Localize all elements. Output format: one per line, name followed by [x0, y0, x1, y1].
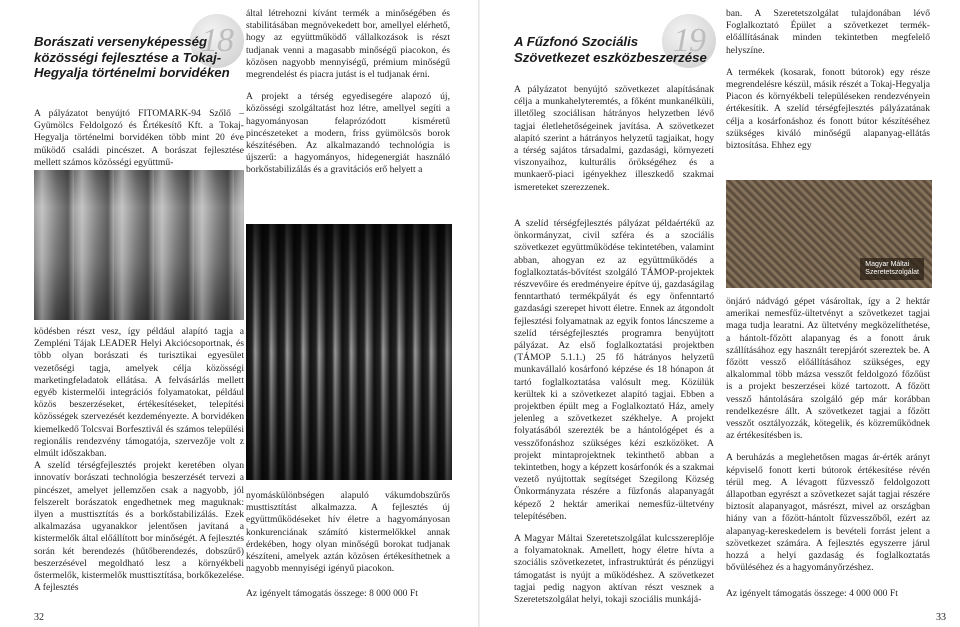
- logo-text: Szeretetszolgálat: [865, 269, 919, 276]
- wine-tanks-photo: [34, 170, 244, 320]
- title-line: Hegyalja történelmi borvidéken: [34, 65, 230, 80]
- paragraph: A szelíd térségfejlesztés pályázat példaértékű az önkormányzat, civil szféra és a szociális szövetkezet együttműködése tekintetében, valamint abban, ahogyan ez az együttműködés a foglalkoztatás-bővítést szolgáló TÁMOP-projektek részvevőire és eredményeire építve új, gazdaságilag fenntartható termékpályát és egy önfenntartó gazdasági szerepet hivott életre. Ennek az átgondolt fejlesztési folyamatnak az egyik fontos láncszeme a szelíd térségfejlesztés programra benyújtott pályázat. Az első foglalkoztatási projektben (TÁMOP 5.1.1.) 25 fő hátrányos helyzetű munkavállaló kosárfonó képzése és 18 hónapon át tartó foglalkoztatása valósult meg. Közülük kerültek ki a szövetkezet alapító tagjai. Ebben a projektben épült meg a Foglalkoztató Ház, amely jelenleg a szövetkezet székhelye. A projekt folyatásából szerezték be a hántológépet és a vesszőfonáshoz szükséges kézi eszközöket. A projekt mintaprojektnek tekinthető abban a tekintetben, hogy a képzett kosárfonók és a szakmai vezető nyújtottak segítséget Szegilong Község Önkormányzata részére a fűzfonás alapanyagát képező 2 hektár amerikai nemesfűz-ültetvény telepítésében.: [514, 218, 714, 522]
- title-line: Szövetkezet eszközbeszerzése: [514, 49, 707, 65]
- title-line: közösségi fejlesztése a Tokaj-: [34, 49, 222, 65]
- paragraph: ban. A Szeretetszolgálat tulajdonában lévő Foglalkoztató Épület a szövetkezet termék-előállításának minden tekintetben megfelelő helyszíne.: [726, 8, 930, 56]
- paragraph: A pályázatot benyújtó FITOMARK-94 Szőlő – Gyümölcs Feldolgozó és Értékesítő Kft. a Tokaj-Hegyalja történelmi borvidéken több mint 20 éve működő családi pincészet. A borászat fejlesztése mellett számos közösségi együttmű-: [34, 108, 244, 168]
- left-article-title: [34, 34, 244, 81]
- left-support-amount: Az igényelt támogatás összege: 8 000 000 Ft: [246, 588, 418, 599]
- title-line: Borászati versenyképesség: [34, 34, 208, 49]
- paragraph: A Magyar Máltai Szeretetszolgálat kulcsszereplője a folyamatoknak. Amellett, hogy életre hívta a szociális szövetkezetet, infrastruktúrát és pénzügyi támogatást is nyújt a működéshez. A szövetkezet tagjai pedig nagyon aktívan részt vesznek a Szeretetszolgálat helyi, tokaji szociális munkájá-: [514, 533, 714, 606]
- paragraph: A projekt a térség egyedisegére alapozó új, közösségi szolgáltatást hoz létre, amellyel segíti a hagyományosan felaprózódott kisméretű pincészeteket a modern, friss gyümölcsös borok készítésében. Az alkalmazandó technológia is újszerű: a hagyományos, hidegenergiát használó borkőstabilizálás és a gravitációs erő helyett a: [246, 91, 450, 176]
- right-col1-bottom-text: [514, 218, 714, 606]
- page-badge-18: 18: [190, 14, 244, 68]
- right-col1-top-text: [514, 84, 714, 194]
- paragraph: A termékek (kosarak, fonott bútorok) egy része megrendelésre készül, másik részét a Tokaj-Hegyalja Piacon és környékbeli településeken rendezvényein értékesítik. A szelíd térségfejlesztés pályázatának célja a kosárfonáshoz és fonott bútor készítéséhez szükséges kiváló minőségű alapanyag-ellátás biztosítása. Ehhez egy: [726, 66, 930, 152]
- page-number-left: 32: [34, 612, 44, 623]
- right-col2-bottom-text: [726, 296, 930, 574]
- paragraph: ködésben részt vesz, így például alapító tagja a Zempléni Tájak LEADER Helyi Akciócsoportnak, és több olyan borászati és turisztikai egyesület vezetőségi tagja, amelyek célja közösségi marketingfeladatok ellátása. A felvásárlás mellett egyéb kistermelői integrációs folyamatokat, például közös beszerzéseket, értékesítéseket, telepítési közösségek szervezését kezdeményezte. A borvidéken kiemelkedő Tolcsvai Borfesztivál és számos települési regionális rendezvény támogatója, szervezője volt z elmúlt időszakban.: [34, 326, 244, 460]
- left-col2-bottom-text: [246, 490, 450, 575]
- maltese-logo: [860, 258, 924, 280]
- wine-bottles-photo: [246, 224, 452, 480]
- paragraph: A pályázatot benyújtó szövetkezet alapításának célja a munkahelyteremtés, a főként munkanélküli, illetőleg szociálisan hátrányos helyzetben lévő tagjai életlehetőségeinek javítása. A szövetkezet alapító szerint a hátrányos helyzetű tagjaikat, hogy a térség sajátos társadalmi, gazdasági, környezeti viszonyaihoz, kulturális örökségéhez és a munkaerő-piaci igényekhez illeszkedő szakmai ismereteket szerezzenek.: [514, 84, 714, 193]
- right-article-title: [514, 34, 714, 65]
- right-col2-top-text: [726, 8, 930, 152]
- left-col1-top-text: [34, 108, 244, 169]
- right-page: [480, 0, 960, 627]
- title-line: A Fűzfonó Szociális: [514, 34, 639, 49]
- paragraph: nyomáskülönbségen alapuló vákumdobszűrős musttisztítást alkalmazza. A fejlesztés új együttműködéseket hív életre a hagyományosan konkurenciának számító kistermelőkkel annak érdekében, hogy olyan minőségű borokat tudjanak készíteni, amelyek aztán közösen értékesíthetnek a nagyobb mennyiségi igényű piacokon.: [246, 490, 450, 575]
- page-badge-19: 19: [662, 14, 716, 68]
- right-support-amount: Az igényelt támogatás összege: 4 000 000 Ft: [726, 588, 898, 599]
- logo-text: Magyar Máltai: [865, 261, 910, 268]
- paragraph: A szelíd térségfejlesztés projekt keretében olyan innovatív borászati technológia beszerzését tervezi a pincészet, amelyet jellemzően csak a nagyobb, jól felszerelt borászatok engedhetnek meg maguknak: ilyen a musttisztítás és a borkőstabilizálás. Ezek alkalmazása ugyanakkor jelentősen javítaná a kistermelők által előállított bor minőségét. A fejlesztés során két berendezés (hűtőberendezés, dobszűrő) beszerzésével megoldható lesz a környékbeli őstermelők, kistermelők musttisztítása, borkőkezelése. A fejlesztés: [34, 460, 244, 594]
- paragraph: önjáró nádvágó gépet vásároltak, így a 2 hektár amerikai nemesfűz-ültetvényt a szövetkezet tagjai maga tudja learatni. Az ültetvény megközelíthetése, a hántolt-főzött alapanyag és a fonott áruk szállításához egy használt terepjárót szereztek be. A főzött vessző előállításához szükséges, egy alkalommal több mázsa vesszőt feldolgozó főzőüst is a projekt beszerzései közé tartozott. A főzött vessző hántolására szolgáló gép már korábban rendelkezésre állt. A szövetkezet tagjai a főzött vesszőt osztályozzák, kötegelik, és közreműködnek az értékesítésben is.: [726, 296, 930, 442]
- left-col1-bottom-text: [34, 326, 244, 594]
- page-number-right: 33: [936, 612, 946, 623]
- paragraph: által létrehozni kívánt termék a minőségében és stabilitásában megnövekedett bor, amellyel elérhető, hogy az együttműködő vállalkozások is részt tudjanak venni a magasabb minőségű piacokon, és közösen nagyobb mennyiségű, prémium minőségű megrendelést és piacra jutást is el tudjanak érni.: [246, 8, 450, 81]
- baskets-photo: [726, 180, 932, 288]
- left-col2-top-text: [246, 8, 450, 177]
- paragraph: A beruházás a meglehetősen magas ár-érték arányt képviselő fonott kerti bútorok értékesítése révén térül meg. A lévagott fűzvessző feldolgozott állapotban egyrészt a szövetkezet saját tagjai részére biztosít alapanyagot, másrészt, mivel az országban hiány van a főzött-hántolt fűzvesszőből, ezért az alapanyag-kereskedelem is bevételi forrást jelent a szövetkezet számára. A fejlesztés egyszerre járul hozzá a helyi gazdaság és foglalkoztatás bővüléséhez és a hagyományőrzéshez.: [726, 452, 930, 574]
